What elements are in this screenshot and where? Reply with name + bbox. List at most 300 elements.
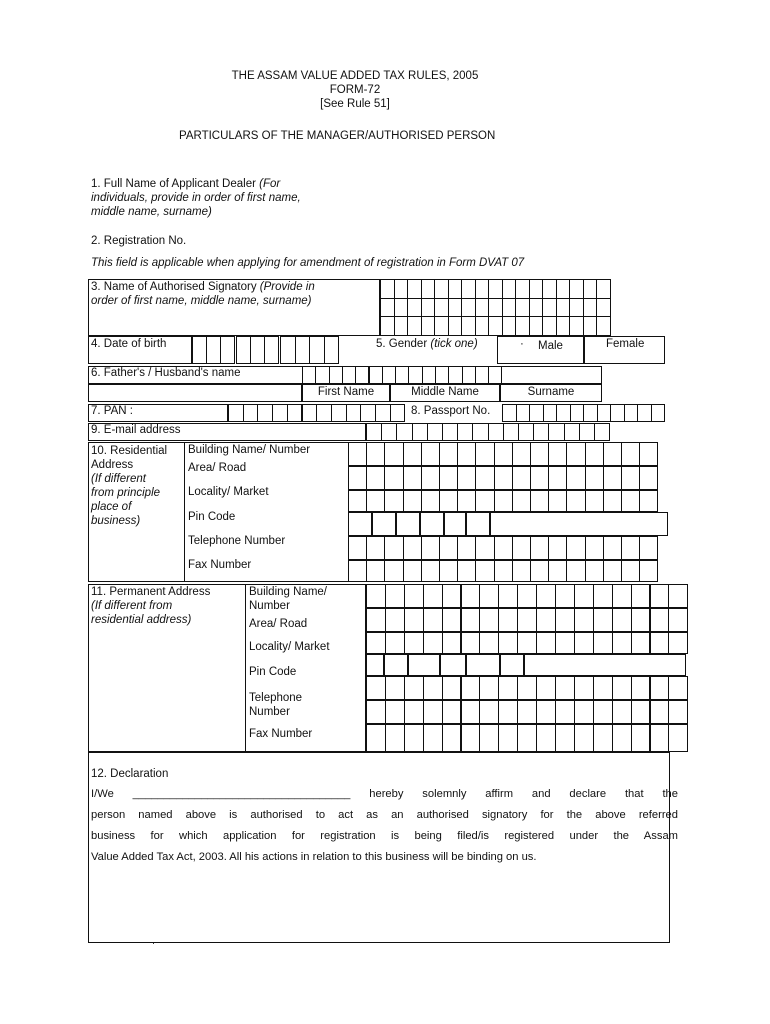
perm-area-box-10[interactable] xyxy=(536,608,556,632)
perm-locality-box-16[interactable] xyxy=(650,632,670,654)
email-box-7[interactable] xyxy=(457,423,473,441)
res-area-box-12[interactable] xyxy=(548,466,567,490)
perm-building-box-3[interactable] xyxy=(404,584,424,608)
perm-fax-box-14[interactable] xyxy=(612,724,632,752)
signatory-name-row3-box-7[interactable] xyxy=(461,316,476,336)
signatory-name-row3-box-5[interactable] xyxy=(434,316,449,336)
signatory-name-row1-box-3[interactable] xyxy=(407,279,422,299)
dob-month-box-2[interactable] xyxy=(250,336,265,364)
signatory-name-row1-box-2[interactable] xyxy=(394,279,409,299)
perm-locality-box-13[interactable] xyxy=(593,632,613,654)
res-pin-box-5[interactable] xyxy=(444,512,466,536)
dob-month-box-3[interactable] xyxy=(264,336,279,364)
email-box-3[interactable] xyxy=(396,423,412,441)
father-name-box-14[interactable] xyxy=(475,366,489,384)
res-locality-box-4[interactable] xyxy=(403,490,422,512)
perm-pin-box-6[interactable] xyxy=(500,654,524,676)
res-fax-box-9[interactable] xyxy=(494,560,513,582)
signatory-name-row3-box-3[interactable] xyxy=(407,316,422,336)
res-area-box-15[interactable] xyxy=(603,466,622,490)
email-box-11[interactable] xyxy=(518,423,534,441)
father-name-box-4[interactable] xyxy=(342,366,356,384)
res-fax-box-17[interactable] xyxy=(639,560,658,582)
signatory-name-row2-box-4[interactable] xyxy=(421,298,436,317)
res-pin-box-2[interactable] xyxy=(372,512,396,536)
res-area-box-13[interactable] xyxy=(566,466,585,490)
perm-fax-box-3[interactable] xyxy=(404,724,424,752)
res-area-box-5[interactable] xyxy=(421,466,440,490)
res-telephone-box-6[interactable] xyxy=(439,536,458,560)
perm-telephone-2-box-1[interactable] xyxy=(366,700,386,724)
perm-building-box-17[interactable] xyxy=(668,584,688,608)
signatory-name-row2-box-12[interactable] xyxy=(529,298,544,317)
pan-box-6[interactable] xyxy=(302,404,318,422)
email-box-2[interactable] xyxy=(381,423,397,441)
res-area-box-17[interactable] xyxy=(639,466,658,490)
email-box-12[interactable] xyxy=(533,423,549,441)
res-telephone-box-13[interactable] xyxy=(566,536,585,560)
pan-box-9[interactable] xyxy=(346,404,362,422)
res-locality-box-15[interactable] xyxy=(603,490,622,512)
perm-telephone-box-1[interactable] xyxy=(366,676,386,700)
perm-telephone-2-box-2[interactable] xyxy=(385,700,405,724)
perm-fax-box-2[interactable] xyxy=(385,724,405,752)
perm-telephone-box-6[interactable] xyxy=(461,676,481,700)
email-box-4[interactable] xyxy=(412,423,428,441)
perm-pin-box-5[interactable] xyxy=(466,654,500,676)
pan-box-4[interactable] xyxy=(272,404,288,422)
perm-telephone-2-box-17[interactable] xyxy=(668,700,688,724)
res-locality-box-13[interactable] xyxy=(566,490,585,512)
res-pin-box-3[interactable] xyxy=(396,512,420,536)
pan-box-1[interactable] xyxy=(228,404,244,422)
res-telephone-box-2[interactable] xyxy=(366,536,385,560)
email-box-9[interactable] xyxy=(488,423,504,441)
passport-box-6[interactable] xyxy=(570,404,585,422)
father-name-box-6[interactable] xyxy=(369,366,383,384)
signatory-name-row1-box-12[interactable] xyxy=(529,279,544,299)
passport-box-3[interactable] xyxy=(529,404,544,422)
signatory-name-row2-box-5[interactable] xyxy=(434,298,449,317)
perm-telephone-box-8[interactable] xyxy=(498,676,518,700)
res-locality-box-3[interactable] xyxy=(384,490,403,512)
perm-area-box-7[interactable] xyxy=(479,608,499,632)
signatory-name-row1-box-14[interactable] xyxy=(556,279,571,299)
res-building-box-7[interactable] xyxy=(457,442,476,466)
signatory-name-row3-box-9[interactable] xyxy=(488,316,503,336)
res-building-box-12[interactable] xyxy=(548,442,567,466)
signatory-name-row2-box-3[interactable] xyxy=(407,298,422,317)
res-locality-box-10[interactable] xyxy=(512,490,531,512)
dob-month-box-1[interactable] xyxy=(236,336,251,364)
res-telephone-box-16[interactable] xyxy=(621,536,640,560)
email-box-16[interactable] xyxy=(594,423,610,441)
res-area-box-3[interactable] xyxy=(384,466,403,490)
father-name-box-10[interactable] xyxy=(422,366,436,384)
perm-telephone-2-box-16[interactable] xyxy=(650,700,670,724)
signatory-name-row3-box-13[interactable] xyxy=(542,316,557,336)
res-building-box-1[interactable] xyxy=(348,442,367,466)
res-building-box-11[interactable] xyxy=(530,442,549,466)
signatory-name-row2-box-10[interactable] xyxy=(502,298,517,317)
signatory-name-row3-box-8[interactable] xyxy=(475,316,490,336)
perm-fax-box-17[interactable] xyxy=(668,724,688,752)
signatory-name-row1-box-11[interactable] xyxy=(515,279,530,299)
perm-fax-box-16[interactable] xyxy=(650,724,670,752)
res-fax-box-12[interactable] xyxy=(548,560,567,582)
signatory-name-row3-box-11[interactable] xyxy=(515,316,530,336)
signatory-name-row2-box-8[interactable] xyxy=(475,298,490,317)
perm-locality-box-3[interactable] xyxy=(404,632,424,654)
perm-building-box-13[interactable] xyxy=(593,584,613,608)
res-locality-box-14[interactable] xyxy=(585,490,604,512)
passport-box-9[interactable] xyxy=(610,404,625,422)
perm-area-box-13[interactable] xyxy=(593,608,613,632)
signatory-name-row3-box-15[interactable] xyxy=(569,316,584,336)
perm-building-box-9[interactable] xyxy=(517,584,537,608)
pan-box-11[interactable] xyxy=(375,404,391,422)
perm-area-box-9[interactable] xyxy=(517,608,537,632)
pan-box-5[interactable] xyxy=(287,404,303,422)
email-box-13[interactable] xyxy=(548,423,564,441)
res-building-box-13[interactable] xyxy=(566,442,585,466)
dob-year-box-1[interactable] xyxy=(280,336,296,364)
res-area-box-4[interactable] xyxy=(403,466,422,490)
res-locality-box-16[interactable] xyxy=(621,490,640,512)
res-locality-box-1[interactable] xyxy=(348,490,367,512)
perm-telephone-box-9[interactable] xyxy=(517,676,537,700)
email-box-8[interactable] xyxy=(472,423,488,441)
father-name-box-7[interactable] xyxy=(382,366,396,384)
signatory-name-row1-box-17[interactable] xyxy=(596,279,611,299)
perm-area-box-12[interactable] xyxy=(574,608,594,632)
perm-area-box-5[interactable] xyxy=(442,608,462,632)
res-telephone-box-7[interactable] xyxy=(457,536,476,560)
perm-telephone-box-5[interactable] xyxy=(442,676,462,700)
perm-telephone-2-box-13[interactable] xyxy=(593,700,613,724)
father-name-box-2[interactable] xyxy=(315,366,329,384)
res-building-box-2[interactable] xyxy=(366,442,385,466)
perm-fax-box-6[interactable] xyxy=(461,724,481,752)
res-locality-box-7[interactable] xyxy=(457,490,476,512)
perm-pin-box-4[interactable] xyxy=(440,654,466,676)
perm-telephone-box-14[interactable] xyxy=(612,676,632,700)
perm-area-box-8[interactable] xyxy=(498,608,518,632)
res-locality-box-17[interactable] xyxy=(639,490,658,512)
father-name-box-1[interactable] xyxy=(302,366,316,384)
res-telephone-box-9[interactable] xyxy=(494,536,513,560)
res-fax-box-2[interactable] xyxy=(366,560,385,582)
res-fax-box-1[interactable] xyxy=(348,560,367,582)
perm-locality-box-8[interactable] xyxy=(498,632,518,654)
perm-locality-box-1[interactable] xyxy=(366,632,386,654)
perm-telephone-box-11[interactable] xyxy=(555,676,575,700)
res-building-box-3[interactable] xyxy=(384,442,403,466)
signatory-name-row3-box-2[interactable] xyxy=(394,316,409,336)
perm-pin-box-7[interactable] xyxy=(524,654,686,676)
perm-building-box-12[interactable] xyxy=(574,584,594,608)
perm-building-box-15[interactable] xyxy=(631,584,651,608)
res-fax-box-13[interactable] xyxy=(566,560,585,582)
res-fax-box-3[interactable] xyxy=(384,560,403,582)
res-fax-box-15[interactable] xyxy=(603,560,622,582)
dob-year-box-3[interactable] xyxy=(309,336,325,364)
perm-telephone-box-7[interactable] xyxy=(479,676,499,700)
res-fax-box-7[interactable] xyxy=(457,560,476,582)
father-name-box-11[interactable] xyxy=(435,366,449,384)
signatory-name-row3-box-12[interactable] xyxy=(529,316,544,336)
signatory-name-row3-box-1[interactable] xyxy=(380,316,395,336)
perm-telephone-2-box-14[interactable] xyxy=(612,700,632,724)
perm-building-box-11[interactable] xyxy=(555,584,575,608)
dob-day-box-2[interactable] xyxy=(206,336,221,364)
perm-telephone-2-box-3[interactable] xyxy=(404,700,424,724)
dob-year-box-2[interactable] xyxy=(295,336,311,364)
perm-telephone-box-15[interactable] xyxy=(631,676,651,700)
perm-locality-box-9[interactable] xyxy=(517,632,537,654)
res-fax-box-5[interactable] xyxy=(421,560,440,582)
passport-box-4[interactable] xyxy=(543,404,558,422)
perm-area-box-1[interactable] xyxy=(366,608,386,632)
perm-pin-box-1[interactable] xyxy=(366,654,384,676)
email-box-5[interactable] xyxy=(427,423,443,441)
signatory-name-row1-box-16[interactable] xyxy=(583,279,598,299)
passport-box-5[interactable] xyxy=(556,404,571,422)
res-area-box-6[interactable] xyxy=(439,466,458,490)
dob-day-box-1[interactable] xyxy=(192,336,207,364)
perm-telephone-box-10[interactable] xyxy=(536,676,556,700)
father-name-box-13[interactable] xyxy=(462,366,476,384)
signatory-name-row2-box-14[interactable] xyxy=(556,298,571,317)
res-fax-box-8[interactable] xyxy=(475,560,494,582)
perm-telephone-box-3[interactable] xyxy=(404,676,424,700)
perm-locality-box-5[interactable] xyxy=(442,632,462,654)
res-locality-box-12[interactable] xyxy=(548,490,567,512)
perm-fax-box-5[interactable] xyxy=(442,724,462,752)
signatory-name-row2-box-6[interactable] xyxy=(448,298,463,317)
res-locality-box-2[interactable] xyxy=(366,490,385,512)
passport-box-10[interactable] xyxy=(624,404,639,422)
signatory-name-row2-box-1[interactable] xyxy=(380,298,395,317)
signatory-name-row3-box-4[interactable] xyxy=(421,316,436,336)
signatory-name-row1-box-4[interactable] xyxy=(421,279,436,299)
pan-box-10[interactable] xyxy=(360,404,376,422)
passport-box-8[interactable] xyxy=(597,404,612,422)
res-telephone-box-12[interactable] xyxy=(548,536,567,560)
perm-building-box-8[interactable] xyxy=(498,584,518,608)
perm-fax-box-10[interactable] xyxy=(536,724,556,752)
res-building-box-4[interactable] xyxy=(403,442,422,466)
perm-locality-box-17[interactable] xyxy=(668,632,688,654)
perm-area-box-15[interactable] xyxy=(631,608,651,632)
father-name-box-15[interactable] xyxy=(488,366,502,384)
res-fax-box-11[interactable] xyxy=(530,560,549,582)
res-telephone-box-1[interactable] xyxy=(348,536,367,560)
perm-locality-box-12[interactable] xyxy=(574,632,594,654)
perm-locality-box-2[interactable] xyxy=(385,632,405,654)
pan-box-3[interactable] xyxy=(257,404,273,422)
perm-area-box-6[interactable] xyxy=(461,608,481,632)
res-pin-box-1[interactable] xyxy=(348,512,372,536)
perm-locality-box-7[interactable] xyxy=(479,632,499,654)
res-building-box-5[interactable] xyxy=(421,442,440,466)
signatory-name-row1-box-13[interactable] xyxy=(542,279,557,299)
res-building-box-16[interactable] xyxy=(621,442,640,466)
perm-telephone-2-box-4[interactable] xyxy=(423,700,443,724)
res-building-box-9[interactable] xyxy=(494,442,513,466)
perm-telephone-box-4[interactable] xyxy=(423,676,443,700)
signatory-name-row1-box-15[interactable] xyxy=(569,279,584,299)
perm-fax-box-4[interactable] xyxy=(423,724,443,752)
signatory-name-row2-box-11[interactable] xyxy=(515,298,530,317)
perm-fax-box-9[interactable] xyxy=(517,724,537,752)
pan-box-7[interactable] xyxy=(316,404,332,422)
res-area-box-8[interactable] xyxy=(475,466,494,490)
res-telephone-box-17[interactable] xyxy=(639,536,658,560)
signatory-name-row2-box-17[interactable] xyxy=(596,298,611,317)
perm-building-box-1[interactable] xyxy=(366,584,386,608)
signatory-name-row1-box-10[interactable] xyxy=(502,279,517,299)
dob-year-box-4[interactable] xyxy=(324,336,340,364)
email-box-14[interactable] xyxy=(564,423,580,441)
signatory-name-row2-box-15[interactable] xyxy=(569,298,584,317)
res-telephone-box-5[interactable] xyxy=(421,536,440,560)
perm-area-box-4[interactable] xyxy=(423,608,443,632)
perm-fax-box-11[interactable] xyxy=(555,724,575,752)
perm-area-box-14[interactable] xyxy=(612,608,632,632)
passport-box-12[interactable] xyxy=(651,404,666,422)
perm-telephone-box-2[interactable] xyxy=(385,676,405,700)
perm-fax-box-8[interactable] xyxy=(498,724,518,752)
email-box-15[interactable] xyxy=(579,423,595,441)
perm-fax-box-1[interactable] xyxy=(366,724,386,752)
res-locality-box-11[interactable] xyxy=(530,490,549,512)
perm-telephone-2-box-6[interactable] xyxy=(461,700,481,724)
perm-area-box-17[interactable] xyxy=(668,608,688,632)
dob-day-box-3[interactable] xyxy=(220,336,235,364)
father-name-box-9[interactable] xyxy=(408,366,422,384)
res-telephone-box-8[interactable] xyxy=(475,536,494,560)
signatory-name-row1-box-7[interactable] xyxy=(461,279,476,299)
signatory-name-row3-box-16[interactable] xyxy=(583,316,598,336)
perm-telephone-2-box-9[interactable] xyxy=(517,700,537,724)
perm-locality-box-15[interactable] xyxy=(631,632,651,654)
res-building-box-8[interactable] xyxy=(475,442,494,466)
res-building-box-15[interactable] xyxy=(603,442,622,466)
email-box-6[interactable] xyxy=(442,423,458,441)
res-locality-box-6[interactable] xyxy=(439,490,458,512)
signatory-name-row3-box-14[interactable] xyxy=(556,316,571,336)
res-locality-box-9[interactable] xyxy=(494,490,513,512)
signatory-name-row2-box-13[interactable] xyxy=(542,298,557,317)
res-area-box-7[interactable] xyxy=(457,466,476,490)
res-area-box-10[interactable] xyxy=(512,466,531,490)
father-name-box-5[interactable] xyxy=(355,366,369,384)
signatory-name-row3-box-6[interactable] xyxy=(448,316,463,336)
perm-building-box-7[interactable] xyxy=(479,584,499,608)
res-building-box-6[interactable] xyxy=(439,442,458,466)
perm-telephone-2-box-8[interactable] xyxy=(498,700,518,724)
father-name-box-12[interactable] xyxy=(448,366,462,384)
res-telephone-box-10[interactable] xyxy=(512,536,531,560)
res-pin-box-4[interactable] xyxy=(420,512,444,536)
perm-telephone-2-box-11[interactable] xyxy=(555,700,575,724)
perm-area-box-16[interactable] xyxy=(650,608,670,632)
perm-telephone-2-box-5[interactable] xyxy=(442,700,462,724)
perm-building-box-16[interactable] xyxy=(650,584,670,608)
passport-box-11[interactable] xyxy=(637,404,652,422)
perm-telephone-2-box-15[interactable] xyxy=(631,700,651,724)
res-telephone-box-11[interactable] xyxy=(530,536,549,560)
perm-fax-box-13[interactable] xyxy=(593,724,613,752)
res-area-box-2[interactable] xyxy=(366,466,385,490)
res-area-box-14[interactable] xyxy=(585,466,604,490)
perm-building-box-4[interactable] xyxy=(423,584,443,608)
perm-telephone-2-box-10[interactable] xyxy=(536,700,556,724)
perm-building-box-14[interactable] xyxy=(612,584,632,608)
signatory-name-row2-box-9[interactable] xyxy=(488,298,503,317)
signatory-name-row1-box-9[interactable] xyxy=(488,279,503,299)
signatory-name-row2-box-16[interactable] xyxy=(583,298,598,317)
signatory-name-row2-box-7[interactable] xyxy=(461,298,476,317)
father-name-box-3[interactable] xyxy=(329,366,343,384)
res-building-box-14[interactable] xyxy=(585,442,604,466)
perm-telephone-box-13[interactable] xyxy=(593,676,613,700)
passport-box-7[interactable] xyxy=(583,404,598,422)
perm-locality-box-11[interactable] xyxy=(555,632,575,654)
perm-area-box-2[interactable] xyxy=(385,608,405,632)
res-area-box-9[interactable] xyxy=(494,466,513,490)
perm-building-box-6[interactable] xyxy=(461,584,481,608)
res-area-box-16[interactable] xyxy=(621,466,640,490)
father-name-box-8[interactable] xyxy=(395,366,409,384)
res-building-box-10[interactable] xyxy=(512,442,531,466)
perm-telephone-box-16[interactable] xyxy=(650,676,670,700)
perm-fax-box-7[interactable] xyxy=(479,724,499,752)
email-box-10[interactable] xyxy=(503,423,519,441)
signatory-name-row1-box-8[interactable] xyxy=(475,279,490,299)
res-locality-box-8[interactable] xyxy=(475,490,494,512)
perm-locality-box-14[interactable] xyxy=(612,632,632,654)
res-fax-box-16[interactable] xyxy=(621,560,640,582)
perm-telephone-2-box-7[interactable] xyxy=(479,700,499,724)
perm-telephone-box-17[interactable] xyxy=(668,676,688,700)
email-box-1[interactable] xyxy=(366,423,382,441)
perm-locality-box-10[interactable] xyxy=(536,632,556,654)
perm-locality-box-4[interactable] xyxy=(423,632,443,654)
perm-building-box-2[interactable] xyxy=(385,584,405,608)
res-locality-box-5[interactable] xyxy=(421,490,440,512)
signatory-name-row1-box-5[interactable] xyxy=(434,279,449,299)
signatory-name-row2-box-2[interactable] xyxy=(394,298,409,317)
pan-box-2[interactable] xyxy=(243,404,259,422)
perm-telephone-2-box-12[interactable] xyxy=(574,700,594,724)
perm-area-box-3[interactable] xyxy=(404,608,424,632)
res-pin-box-6[interactable] xyxy=(466,512,490,536)
res-area-box-11[interactable] xyxy=(530,466,549,490)
signatory-name-row3-box-10[interactable] xyxy=(502,316,517,336)
signatory-name-row3-box-17[interactable] xyxy=(596,316,611,336)
res-telephone-box-14[interactable] xyxy=(585,536,604,560)
res-telephone-box-4[interactable] xyxy=(403,536,422,560)
passport-box-2[interactable] xyxy=(516,404,531,422)
res-telephone-box-15[interactable] xyxy=(603,536,622,560)
passport-box-1[interactable] xyxy=(502,404,517,422)
perm-telephone-box-12[interactable] xyxy=(574,676,594,700)
res-fax-box-4[interactable] xyxy=(403,560,422,582)
pan-box-8[interactable] xyxy=(331,404,347,422)
res-fax-box-6[interactable] xyxy=(439,560,458,582)
